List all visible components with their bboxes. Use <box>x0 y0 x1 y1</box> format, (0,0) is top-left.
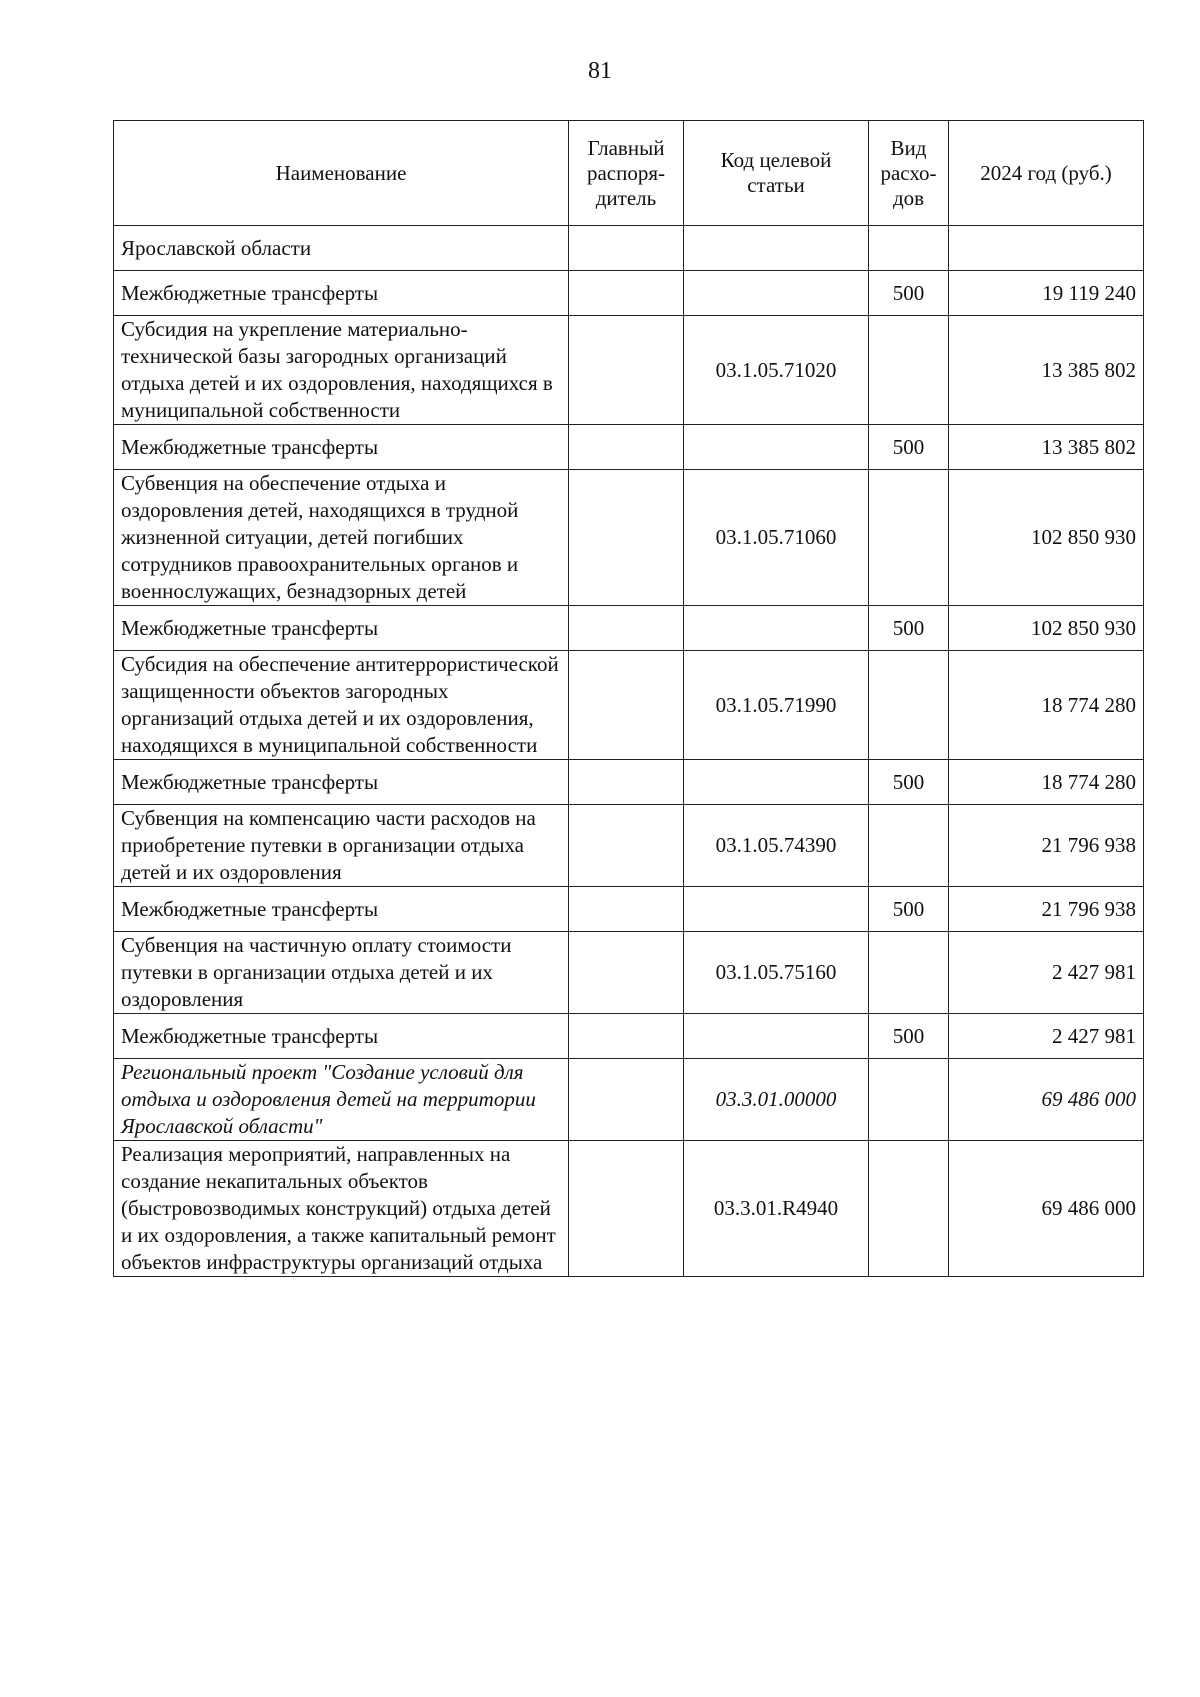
row-code <box>684 1014 869 1059</box>
row-vid <box>869 226 949 271</box>
table-row <box>114 651 1144 760</box>
budget-table <box>113 120 1144 1277</box>
row-name: Реализация мероприятий, направленных на создание некапитальных объектов (быстровозводимых конструкций) отдыха детей и их оздоровления, а также капитальный ремонт объектов инфраструктуры организаций отдыха <box>114 1141 569 1277</box>
row-gr <box>569 1014 684 1059</box>
row-vid <box>869 470 949 606</box>
row-vid <box>869 932 949 1014</box>
table-row <box>114 1059 1144 1141</box>
row-vid <box>869 316 949 425</box>
row-code <box>684 887 869 932</box>
row-code: 03.1.05.75160 <box>684 932 869 1014</box>
row-name: Межбюджетные трансферты <box>114 425 569 470</box>
table-row <box>114 1141 1144 1277</box>
row-amount: 13 385 802 <box>949 316 1144 425</box>
row-vid: 500 <box>869 1014 949 1059</box>
row-amount: 13 385 802 <box>949 425 1144 470</box>
row-amount: 102 850 930 <box>949 470 1144 606</box>
header-amount: 2024 год (руб.) <box>949 121 1144 226</box>
header-gr: Главный распоря-дитель <box>569 121 684 226</box>
row-amount: 18 774 280 <box>949 760 1144 805</box>
row-code <box>684 606 869 651</box>
row-code <box>684 271 869 316</box>
row-name: Межбюджетные трансферты <box>114 271 569 316</box>
row-code: 03.1.05.71060 <box>684 470 869 606</box>
row-amount: 69 486 000 <box>949 1059 1144 1141</box>
table-row <box>114 470 1144 606</box>
row-vid: 500 <box>869 760 949 805</box>
row-amount: 18 774 280 <box>949 651 1144 760</box>
row-code: 03.3.01.00000 <box>684 1059 869 1141</box>
row-gr <box>569 1141 684 1277</box>
row-gr <box>569 760 684 805</box>
row-code <box>684 226 869 271</box>
row-code <box>684 425 869 470</box>
row-vid: 500 <box>869 271 949 316</box>
table-row <box>114 760 1144 805</box>
table-row <box>114 316 1144 425</box>
row-gr <box>569 425 684 470</box>
row-name: Субвенция на обеспечение отдыха и оздоровления детей, находящихся в трудной жизненной ситуации, детей погибших сотрудников правоохранительных органов и военнослужащих, безнадзорных детей <box>114 470 569 606</box>
row-gr <box>569 805 684 887</box>
row-amount: 2 427 981 <box>949 932 1144 1014</box>
table-row <box>114 606 1144 651</box>
header-code: Код целевой статьи <box>684 121 869 226</box>
header-row <box>114 121 1144 226</box>
row-name: Субсидия на укрепление материально-технической базы загородных организаций отдыха детей и их оздоровления, находящихся в муниципальной собственности <box>114 316 569 425</box>
row-gr <box>569 932 684 1014</box>
row-amount: 2 427 981 <box>949 1014 1144 1059</box>
table-row <box>114 932 1144 1014</box>
row-name: Межбюджетные трансферты <box>114 1014 569 1059</box>
table-row <box>114 887 1144 932</box>
table-row <box>114 226 1144 271</box>
header-vid: Вид расхо-дов <box>869 121 949 226</box>
table-row <box>114 425 1144 470</box>
table-row <box>114 805 1144 887</box>
row-name: Субвенция на частичную оплату стоимости путевки в организации отдыха детей и их оздоровления <box>114 932 569 1014</box>
table-row <box>114 1014 1144 1059</box>
row-code: 03.1.05.71020 <box>684 316 869 425</box>
row-name: Межбюджетные трансферты <box>114 887 569 932</box>
row-name: Ярославской области <box>114 226 569 271</box>
row-amount: 21 796 938 <box>949 805 1144 887</box>
row-vid: 500 <box>869 887 949 932</box>
table-row <box>114 271 1144 316</box>
row-amount: 21 796 938 <box>949 887 1144 932</box>
row-amount: 19 119 240 <box>949 271 1144 316</box>
row-vid <box>869 805 949 887</box>
row-code: 03.3.01.R4940 <box>684 1141 869 1277</box>
row-vid: 500 <box>869 606 949 651</box>
row-name: Межбюджетные трансферты <box>114 760 569 805</box>
row-name: Межбюджетные трансферты <box>114 606 569 651</box>
row-code: 03.1.05.74390 <box>684 805 869 887</box>
row-amount: 69 486 000 <box>949 1141 1144 1277</box>
row-name: Субсидия на обеспечение антитеррористической защищенности объектов загородных организаций отдыха детей и их оздоровления, находящихся в муниципальной собственности <box>114 651 569 760</box>
row-gr <box>569 226 684 271</box>
row-gr <box>569 651 684 760</box>
row-gr <box>569 470 684 606</box>
row-vid: 500 <box>869 425 949 470</box>
row-name: Региональный проект "Создание условий для отдыха и оздоровления детей на территории Ярославской области" <box>114 1059 569 1141</box>
row-vid <box>869 1059 949 1141</box>
row-amount <box>949 226 1144 271</box>
row-amount: 102 850 930 <box>949 606 1144 651</box>
header-name: Наименование <box>114 121 569 226</box>
row-gr <box>569 606 684 651</box>
row-code <box>684 760 869 805</box>
row-name: Субвенция на компенсацию части расходов на приобретение путевки в организации отдыха детей и их оздоровления <box>114 805 569 887</box>
row-gr <box>569 316 684 425</box>
row-code: 03.1.05.71990 <box>684 651 869 760</box>
row-vid <box>869 651 949 760</box>
row-gr <box>569 887 684 932</box>
row-gr <box>569 271 684 316</box>
row-vid <box>869 1141 949 1277</box>
page-number: 81 <box>588 58 612 84</box>
row-gr <box>569 1059 684 1141</box>
